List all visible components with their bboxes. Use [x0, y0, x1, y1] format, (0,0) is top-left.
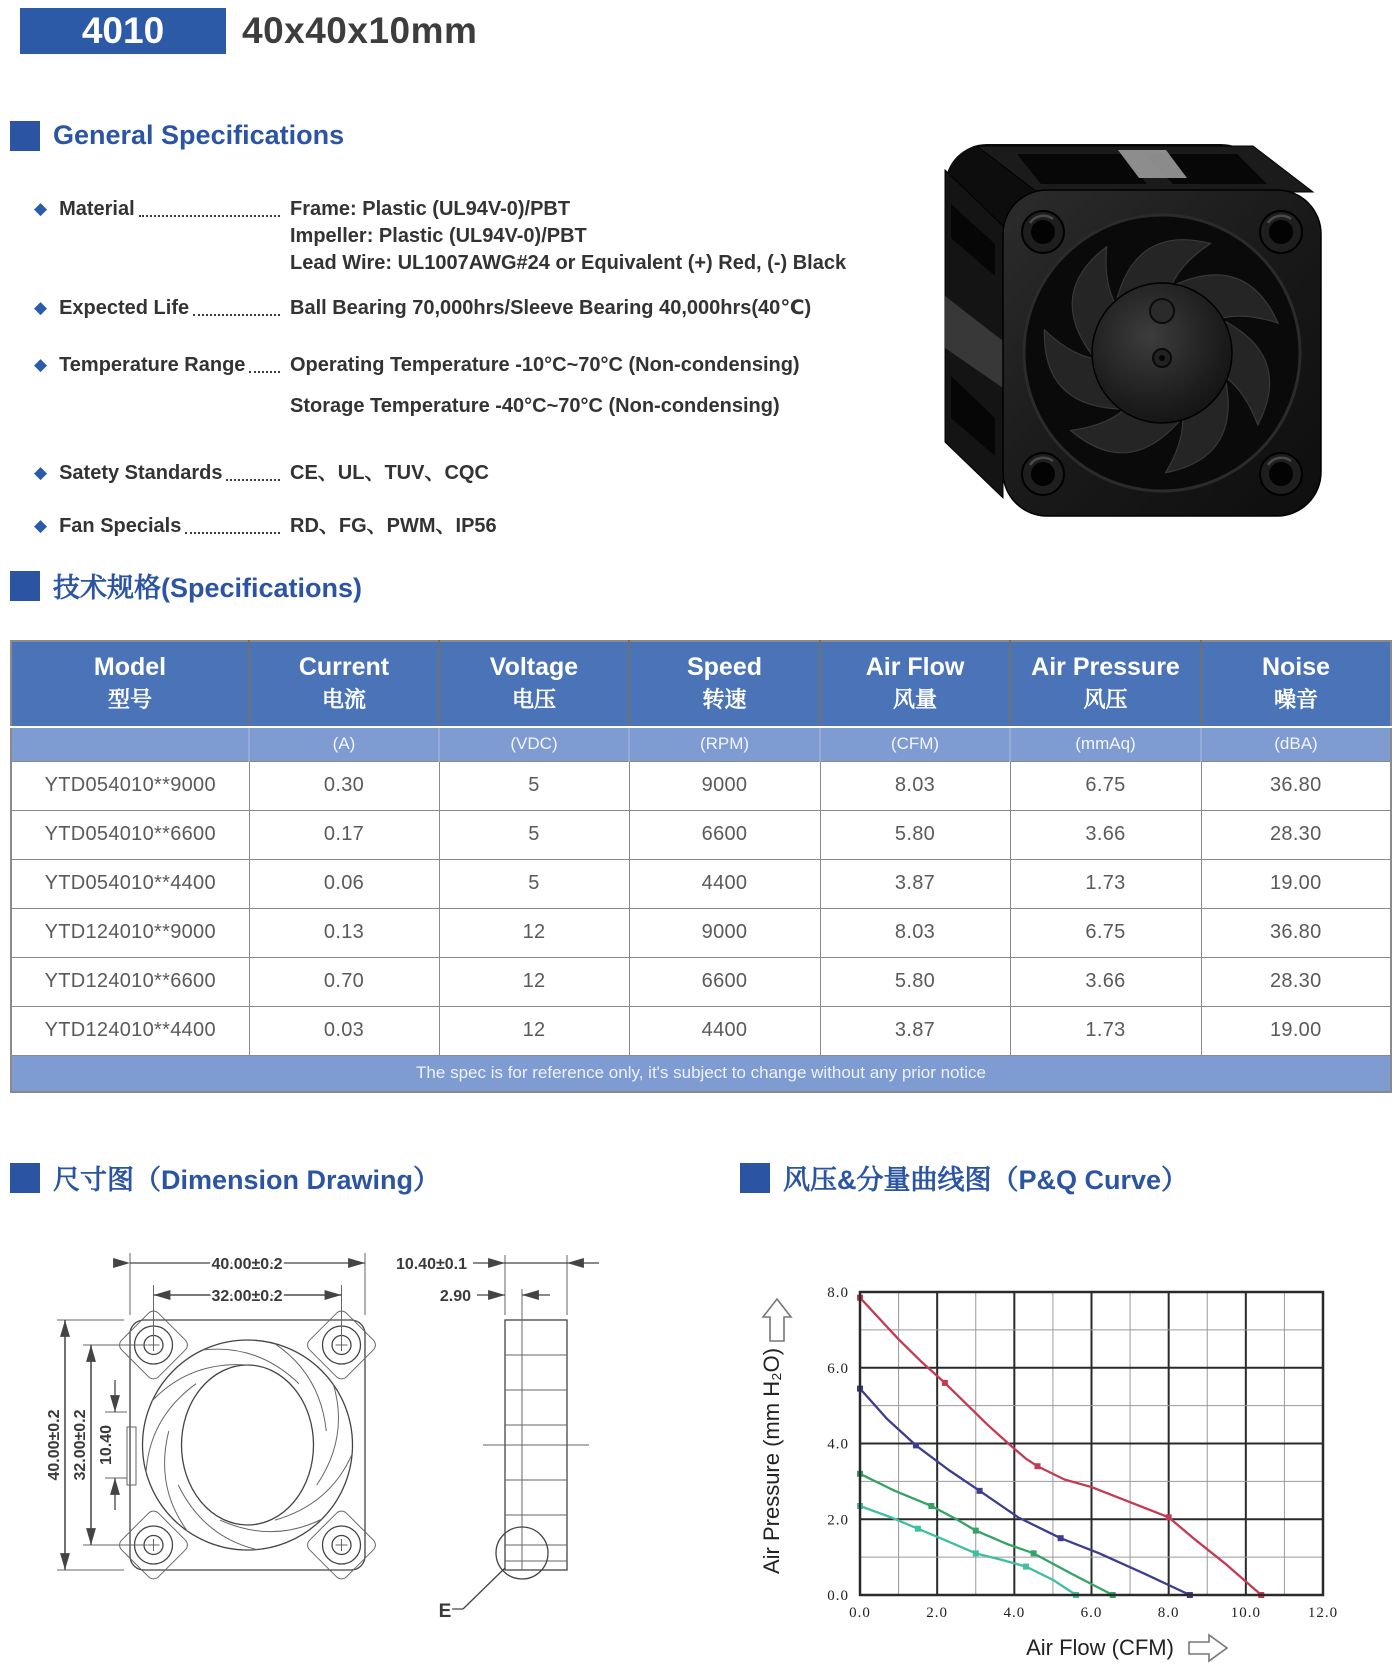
model-cell: YTD054010**6600 [11, 811, 249, 860]
column-header [1201, 641, 1391, 727]
y-tick-label: 0.0 [827, 1588, 849, 1604]
dotted-leader [193, 301, 280, 316]
model-cell: YTD054010**4400 [11, 860, 249, 909]
dotted-leader [139, 202, 280, 217]
pq-curve-heading [740, 1158, 1188, 1197]
spec-item-left [34, 352, 286, 378]
section-square-icon [740, 1163, 770, 1193]
general-specs-list [34, 196, 914, 558]
value-cell: 19.00 [1201, 1007, 1391, 1056]
y-tick-label: 4.0 [827, 1436, 849, 1453]
value-cell: 9000 [629, 909, 820, 958]
column-header [249, 641, 439, 727]
page-header [20, 8, 477, 54]
spec-item-values [286, 513, 914, 540]
value-cell: 12 [439, 958, 629, 1007]
value-cell: 0.13 [249, 909, 439, 958]
spec-item-left [34, 513, 286, 539]
chart-y-tick-labels [827, 1285, 849, 1604]
units-row [11, 727, 1391, 762]
drawing-blade-curve [263, 1454, 365, 1521]
drawing-blade-curve [274, 1337, 326, 1437]
model-code: 4010 [81, 10, 165, 51]
value-cell: 36.80 [1201, 762, 1391, 811]
table-row [11, 909, 1391, 958]
diamond-bullet-icon: ◆ [34, 516, 48, 535]
value-cell: 12 [439, 909, 629, 958]
spec-item [34, 295, 914, 322]
model-cell: YTD124010**6600 [11, 958, 249, 1007]
value-cell: 3.66 [1010, 958, 1201, 1007]
dim-hole-pitch-v-label: 32.00±0.2 [72, 1409, 89, 1481]
spec-item-left [34, 196, 286, 222]
value-cell: 6600 [629, 958, 820, 1007]
value-cell: 36.80 [1201, 909, 1391, 958]
value-cell: 28.30 [1201, 958, 1391, 1007]
x-tick-label: 4.0 [1003, 1605, 1026, 1621]
column-header-en: Voltage [489, 653, 579, 681]
dim-depth-label: 10.40±0.1 [395, 1256, 467, 1273]
right-arrow-icon [1189, 1635, 1227, 1661]
column-header-zh: 风量 [892, 687, 937, 712]
spec-item [34, 460, 914, 487]
spec-item [34, 196, 914, 277]
spec-item-label: Fan Specials [59, 515, 182, 537]
column-header-zh: 型号 [107, 687, 152, 712]
data-point-navy [913, 1442, 919, 1448]
unit-cell: (dBA) [1201, 727, 1391, 762]
spec-item-left [34, 460, 286, 486]
spec-item-values [286, 295, 914, 322]
fan-hub-pin-center [1159, 355, 1165, 361]
data-point-red [1034, 1463, 1040, 1469]
dimension-heading [10, 1158, 440, 1197]
column-header [439, 641, 629, 727]
unit-cell: (mmAq) [1010, 727, 1201, 762]
value-cell: 6.75 [1010, 762, 1201, 811]
column-header-en: Air Flow [865, 653, 965, 681]
table-note-row [11, 1056, 1391, 1093]
x-tick-label: 12.0 [1307, 1605, 1339, 1621]
value-cell: 8.03 [820, 909, 1010, 958]
value-cell: 4400 [629, 860, 820, 909]
page-title: 40x40x10mm [242, 10, 478, 51]
front-view-notch [127, 1427, 136, 1485]
unit-cell: (VDC) [439, 727, 629, 762]
spec-value-line: Lead Wire: UL1007AWG#24 or Equivalent (+) Red, (-) Black [290, 252, 847, 274]
pq-curve-chart [715, 1213, 1400, 1668]
model-badge [20, 8, 226, 54]
table-row [11, 811, 1391, 860]
unit-cell: (CFM) [820, 727, 1010, 762]
model-cell: YTD124010**9000 [11, 909, 249, 958]
column-header-zh: 转速 [702, 687, 747, 712]
diamond-bullet-icon: ◆ [34, 463, 48, 482]
dotted-leader [185, 519, 280, 534]
table-note: The spec is for reference only, it's subject to change without any prior notice [11, 1056, 1391, 1093]
dotted-leader [249, 358, 280, 373]
column-header-zh: 电流 [321, 687, 366, 712]
model-cell: YTD054010**9000 [11, 762, 249, 811]
value-cell: 5 [439, 860, 629, 909]
spec-item [34, 513, 914, 540]
dim-height-label: 40.00±0.2 [46, 1409, 63, 1481]
data-point-teal [915, 1526, 921, 1532]
y-tick-label: 2.0 [827, 1512, 849, 1529]
data-point-red [942, 1380, 948, 1386]
value-cell: 6.75 [1010, 909, 1201, 958]
value-cell: 6600 [629, 811, 820, 860]
data-point-teal [1023, 1564, 1029, 1570]
y-axis-title: Air Pressure (mm H₂O) [759, 1347, 784, 1575]
curve-red [860, 1298, 1261, 1595]
value-cell: 5 [439, 811, 629, 860]
column-header-zh: 噪音 [1273, 687, 1318, 712]
dim-flange-label: 2.90 [439, 1288, 471, 1305]
value-cell: 1.73 [1010, 860, 1201, 909]
diamond-bullet-icon: ◆ [34, 355, 48, 374]
column-header-en: Noise [1261, 653, 1331, 681]
specs-title: 技术规格(Specifications) [53, 573, 363, 603]
spec-item-values [286, 196, 914, 277]
spec-item-label: Expected Life [59, 297, 190, 319]
x-tick-label: 8.0 [1157, 1605, 1180, 1621]
curve-green [860, 1474, 1113, 1595]
column-header [1010, 641, 1201, 727]
specifications-table [10, 640, 1392, 1093]
spec-value-line: CE、UL、TUV、CQC [290, 462, 489, 484]
general-specs-title: General Specifications [53, 120, 345, 150]
data-point-green [1031, 1550, 1037, 1556]
y-tick-label: 6.0 [827, 1360, 849, 1377]
chart-x-tick-labels [849, 1605, 1338, 1621]
up-arrow-icon [763, 1299, 791, 1341]
unit-cell: (A) [249, 727, 439, 762]
value-cell: 3.66 [1010, 811, 1201, 860]
spec-value-line: Operating Temperature -10°C~70°C (Non-condensing) [290, 354, 800, 376]
x-tick-label: 0.0 [849, 1605, 871, 1621]
data-point-teal [973, 1550, 979, 1556]
unit-cell [11, 727, 249, 762]
data-point-navy [977, 1488, 983, 1494]
fan-product-photo [915, 126, 1345, 528]
value-cell: 0.03 [249, 1007, 439, 1056]
y-tick-label: 8.0 [827, 1285, 849, 1301]
value-cell: 5.80 [820, 958, 1010, 1007]
spec-item [34, 352, 914, 420]
value-cell: 0.17 [249, 811, 439, 860]
front-view-outline [130, 1320, 365, 1570]
value-cell: 12 [439, 1007, 629, 1056]
value-cell: 0.06 [249, 860, 439, 909]
table-row [11, 958, 1391, 1007]
dim-hub-label: 10.40 [98, 1424, 115, 1466]
fan-photo-illustration [915, 126, 1345, 528]
spec-item-label: Satety Standards [59, 462, 223, 484]
column-header-en: Model [93, 653, 167, 681]
value-cell: 5.80 [820, 811, 1010, 860]
value-cell: 5 [439, 762, 629, 811]
value-cell: 8.03 [820, 762, 1010, 811]
front-view-hub [182, 1365, 314, 1525]
value-cell: 4400 [629, 1007, 820, 1056]
value-cell: 0.30 [249, 762, 439, 811]
table-row [11, 860, 1391, 909]
section-square-icon [10, 1163, 40, 1193]
value-cell: 9000 [629, 762, 820, 811]
pq-curve-title: 风压&分量曲线图（P&Q Curve） [783, 1165, 1189, 1195]
drawing-blade-curve [152, 1431, 204, 1531]
front-view-mount-pads [117, 1308, 379, 1582]
spec-item-values [286, 352, 914, 420]
value-cell: 0.70 [249, 958, 439, 1007]
spec-value-line: Ball Bearing 70,000hrs/Sleeve Bearing 40,000hrs(40℃) [290, 297, 812, 319]
value-cell: 28.30 [1201, 811, 1391, 860]
model-cell: YTD124010**4400 [11, 1007, 249, 1056]
specs-heading [10, 566, 362, 605]
column-header [11, 641, 249, 727]
drawing-blade-curve [123, 1383, 220, 1472]
value-cell: 3.87 [820, 1007, 1010, 1056]
data-point-green [928, 1503, 934, 1509]
drawing-blade-curve [152, 1365, 248, 1401]
general-specs-heading [10, 120, 344, 151]
data-point-green [973, 1528, 979, 1534]
spec-item-left [34, 295, 286, 321]
spec-value-line: RD、FG、PWM、IP56 [290, 515, 497, 537]
dim-hole-pitch-h-label: 32.00±0.2 [211, 1288, 283, 1305]
value-cell: 19.00 [1201, 860, 1391, 909]
dim-width-label: 40.00±0.2 [211, 1256, 283, 1273]
x-axis-title: Air Flow (CFM) [1026, 1635, 1174, 1660]
data-point-red [1166, 1514, 1172, 1520]
spec-value-line: Storage Temperature -40°C~70°C (Non-condensing) [290, 395, 780, 417]
side-view-ribs [505, 1355, 567, 1561]
detail-e-label: E [438, 1601, 452, 1622]
drawing-blade-curve [178, 1467, 257, 1568]
column-header [820, 641, 1010, 727]
table-row [11, 1007, 1391, 1056]
column-header-en: Speed [686, 653, 763, 681]
column-header [629, 641, 820, 727]
table-row [11, 762, 1391, 811]
column-header-zh: 电压 [511, 687, 556, 712]
spec-item-label: Temperature Range [59, 354, 246, 376]
x-tick-label: 2.0 [926, 1605, 949, 1621]
x-tick-label: 6.0 [1080, 1605, 1103, 1621]
spec-item-values [286, 460, 914, 487]
column-header-en: Current [298, 653, 390, 681]
diamond-bullet-icon: ◆ [34, 199, 48, 218]
drawing-blade-curve [286, 1384, 365, 1485]
dimension-drawing [15, 1215, 695, 1665]
section-square-icon [10, 571, 40, 601]
column-header-en: Air Pressure [1031, 653, 1180, 681]
dimension-title: 尺寸图（Dimension Drawing） [53, 1165, 441, 1195]
spec-value-line: Frame: Plastic (UL94V-0)/PBT [290, 198, 571, 220]
diamond-bullet-icon: ◆ [34, 298, 48, 317]
front-view-rim [143, 1340, 353, 1550]
spec-value-line: Impeller: Plastic (UL94V-0)/PBT [290, 225, 587, 247]
chart-series [857, 1295, 1264, 1598]
fan-hub-detent [1150, 299, 1174, 323]
spec-item-label: Material [59, 198, 135, 220]
table-header-row [11, 641, 1391, 727]
dotted-leader [226, 466, 280, 481]
value-cell: 1.73 [1010, 1007, 1201, 1056]
unit-cell: (RPM) [629, 727, 820, 762]
column-header-zh: 风压 [1083, 687, 1128, 712]
value-cell: 3.87 [820, 860, 1010, 909]
x-tick-label: 10.0 [1230, 1605, 1261, 1621]
section-square-icon [10, 121, 40, 151]
data-point-navy [1058, 1535, 1064, 1541]
